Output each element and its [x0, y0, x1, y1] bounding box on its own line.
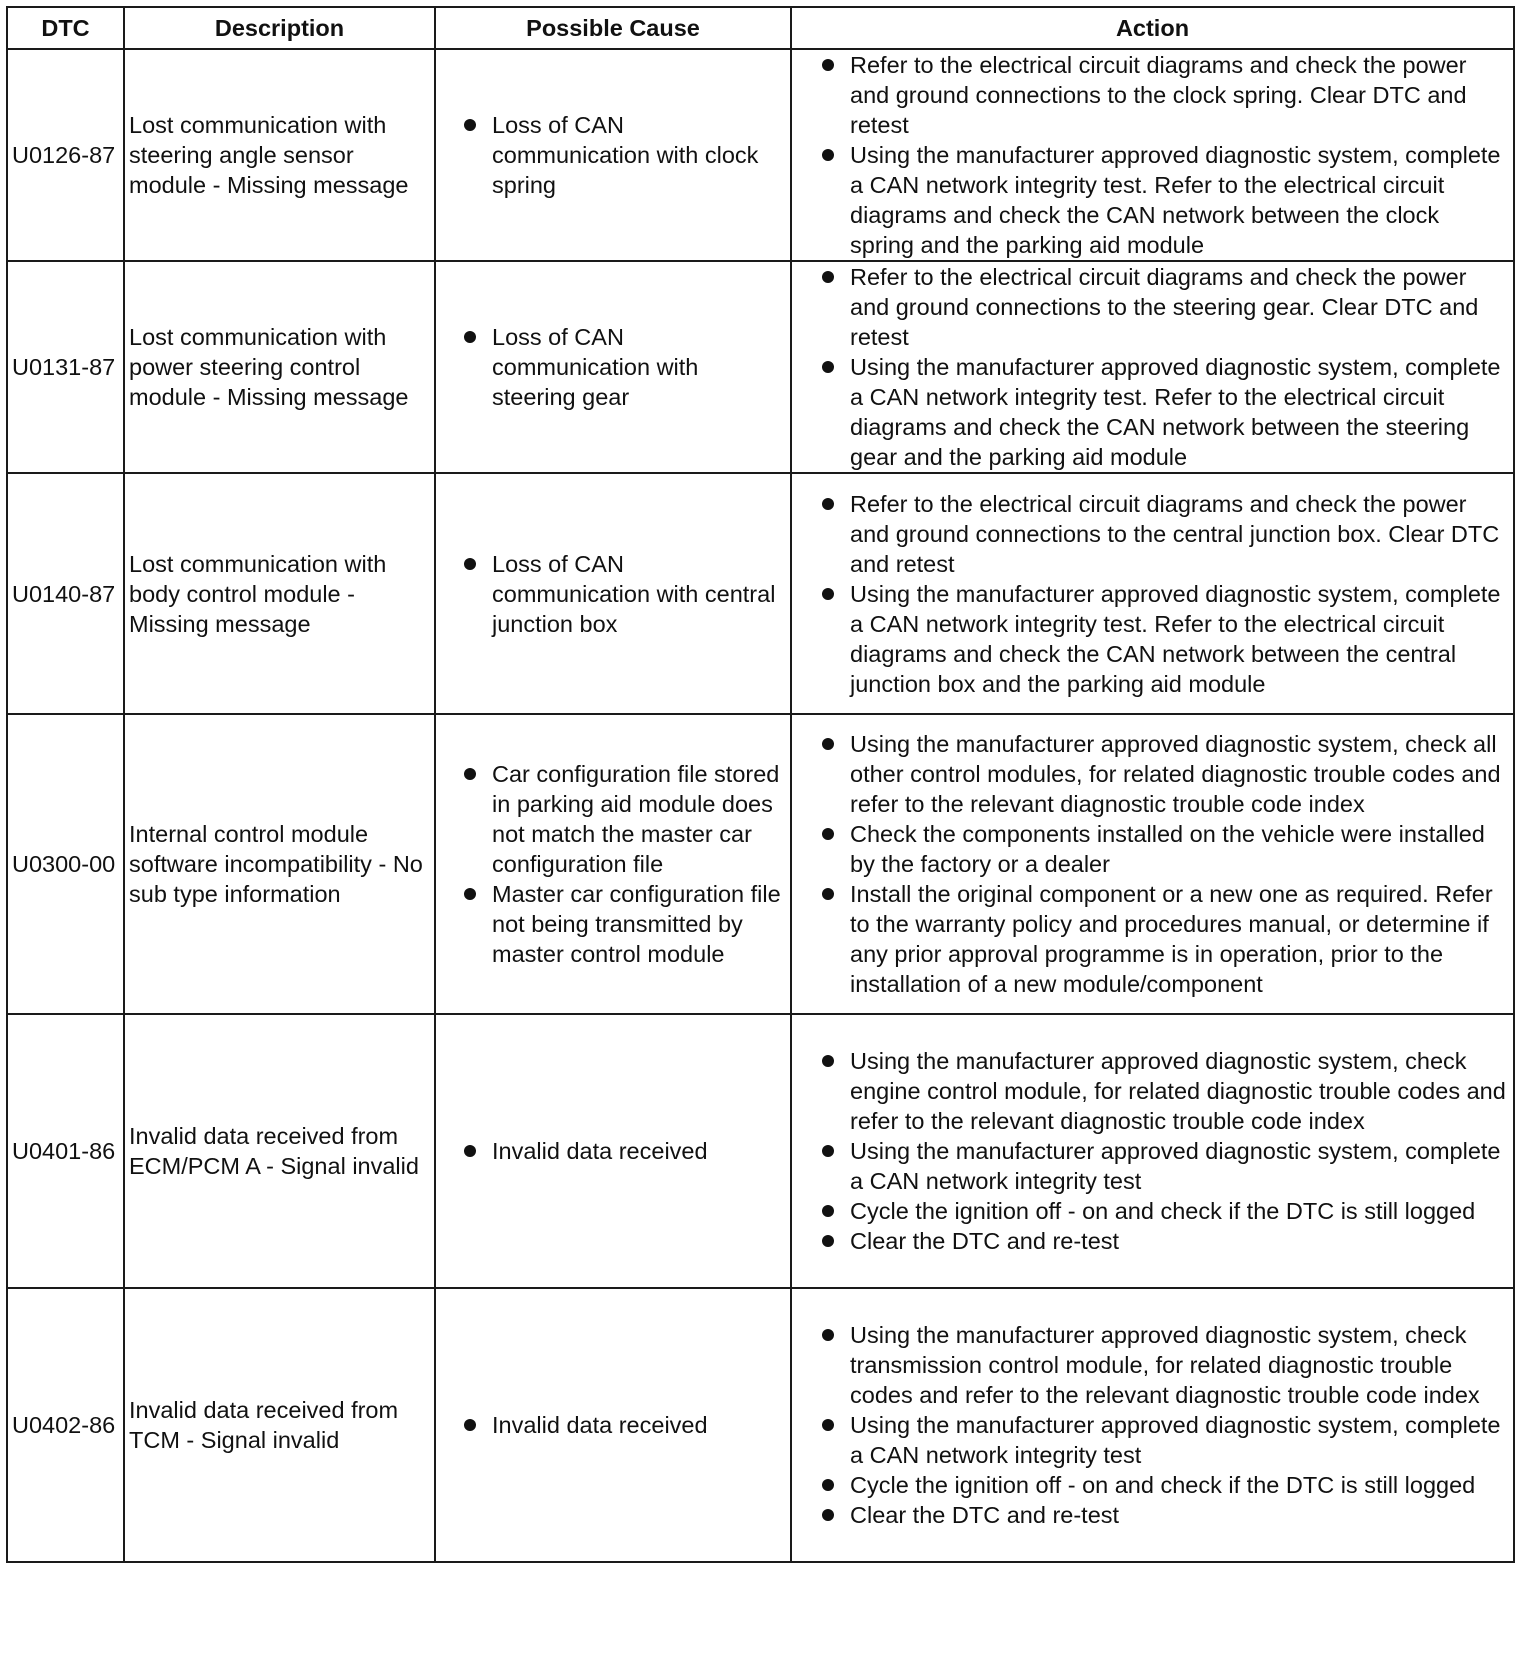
action-item: Using the manufacturer approved diagnostic system, check transmission control module, for related diagnostic trouble codes and refer to the relevant diagnostic trouble code index	[796, 1320, 1509, 1410]
action-cell	[791, 261, 1514, 473]
action-cell	[791, 1014, 1514, 1288]
action-list	[796, 1320, 1509, 1530]
cause-item: Master car configuration file not being transmitted by master control module	[440, 879, 786, 969]
action-list	[796, 1046, 1509, 1256]
table-row	[7, 1288, 1514, 1562]
action-cell	[791, 1288, 1514, 1562]
table-row	[7, 261, 1514, 473]
header-possible-cause: Possible Cause	[435, 7, 791, 49]
action-item: Using the manufacturer approved diagnostic system, complete a CAN network integrity test. Refer to the electrical circuit diagrams and check the CAN network between the steering gear and the parking aid module	[796, 352, 1509, 472]
cause-list	[440, 322, 786, 412]
action-item: Using the manufacturer approved diagnostic system, complete a CAN network integrity test	[796, 1410, 1509, 1470]
description-cell: Invalid data received from TCM - Signal invalid	[124, 1288, 435, 1562]
dtc-code-cell: U0402-86	[7, 1288, 124, 1562]
table-row	[7, 49, 1514, 261]
cause-item: Invalid data received	[440, 1136, 786, 1166]
header-description: Description	[124, 7, 435, 49]
possible-cause-cell	[435, 714, 791, 1014]
action-cell	[791, 49, 1514, 261]
description-cell: Internal control module software incompatibility - No sub type information	[124, 714, 435, 1014]
header-dtc: DTC	[7, 7, 124, 49]
action-item: Using the manufacturer approved diagnostic system, check all other control modules, for related diagnostic trouble codes and refer to the relevant diagnostic trouble code index	[796, 729, 1509, 819]
description-cell: Invalid data received from ECM/PCM A - Signal invalid	[124, 1014, 435, 1288]
action-list	[796, 262, 1509, 472]
cause-list	[440, 1410, 786, 1440]
action-item: Using the manufacturer approved diagnostic system, complete a CAN network integrity test	[796, 1136, 1509, 1196]
action-item: Clear the DTC and re-test	[796, 1500, 1509, 1530]
header-action: Action	[791, 7, 1514, 49]
cause-item: Invalid data received	[440, 1410, 786, 1440]
action-item: Refer to the electrical circuit diagrams and check the power and ground connections to the central junction box. Clear DTC and retest	[796, 489, 1509, 579]
action-item: Using the manufacturer approved diagnostic system, complete a CAN network integrity test. Refer to the electrical circuit diagrams and check the CAN network between the clock spring and the parking aid module	[796, 140, 1509, 260]
table-row	[7, 1014, 1514, 1288]
dtc-table	[6, 6, 1515, 1563]
cause-list	[440, 110, 786, 200]
cause-item: Loss of CAN communication with steering gear	[440, 322, 786, 412]
cause-list	[440, 549, 786, 639]
dtc-code-cell: U0300-00	[7, 714, 124, 1014]
action-cell	[791, 473, 1514, 714]
table-body	[7, 49, 1514, 1562]
dtc-code-cell: U0401-86	[7, 1014, 124, 1288]
description-cell: Lost communication with power steering control module - Missing message	[124, 261, 435, 473]
action-list	[796, 50, 1509, 260]
action-item: Clear the DTC and re-test	[796, 1226, 1509, 1256]
action-list	[796, 729, 1509, 999]
cause-item: Loss of CAN communication with central junction box	[440, 549, 786, 639]
description-cell: Lost communication with body control module - Missing message	[124, 473, 435, 714]
action-item: Cycle the ignition off - on and check if the DTC is still logged	[796, 1196, 1509, 1226]
dtc-code-cell: U0131-87	[7, 261, 124, 473]
action-item: Refer to the electrical circuit diagrams and check the power and ground connections to the steering gear. Clear DTC and retest	[796, 262, 1509, 352]
table-header	[7, 7, 1514, 49]
header-row	[7, 7, 1514, 49]
action-item: Using the manufacturer approved diagnostic system, check engine control module, for related diagnostic trouble codes and refer to the relevant diagnostic trouble code index	[796, 1046, 1509, 1136]
cause-item: Loss of CAN communication with clock spring	[440, 110, 786, 200]
possible-cause-cell	[435, 1288, 791, 1562]
action-item: Refer to the electrical circuit diagrams and check the power and ground connections to the clock spring. Clear DTC and retest	[796, 50, 1509, 140]
dtc-code-cell: U0140-87	[7, 473, 124, 714]
cause-list	[440, 759, 786, 969]
description-cell: Lost communication with steering angle sensor module - Missing message	[124, 49, 435, 261]
action-list	[796, 489, 1509, 699]
cause-list	[440, 1136, 786, 1166]
action-item: Check the components installed on the vehicle were installed by the factory or a dealer	[796, 819, 1509, 879]
possible-cause-cell	[435, 261, 791, 473]
action-item: Install the original component or a new one as required. Refer to the warranty policy and procedures manual, or determine if any prior approval programme is in operation, prior to the installation of a new module/component	[796, 879, 1509, 999]
table-row	[7, 714, 1514, 1014]
table-row	[7, 473, 1514, 714]
action-item: Cycle the ignition off - on and check if the DTC is still logged	[796, 1470, 1509, 1500]
cause-item: Car configuration file stored in parking aid module does not match the master car configuration file	[440, 759, 786, 879]
action-item: Using the manufacturer approved diagnostic system, complete a CAN network integrity test. Refer to the electrical circuit diagrams and check the CAN network between the central junction box and the parking aid module	[796, 579, 1509, 699]
possible-cause-cell	[435, 49, 791, 261]
possible-cause-cell	[435, 1014, 791, 1288]
possible-cause-cell	[435, 473, 791, 714]
dtc-code-cell: U0126-87	[7, 49, 124, 261]
action-cell	[791, 714, 1514, 1014]
